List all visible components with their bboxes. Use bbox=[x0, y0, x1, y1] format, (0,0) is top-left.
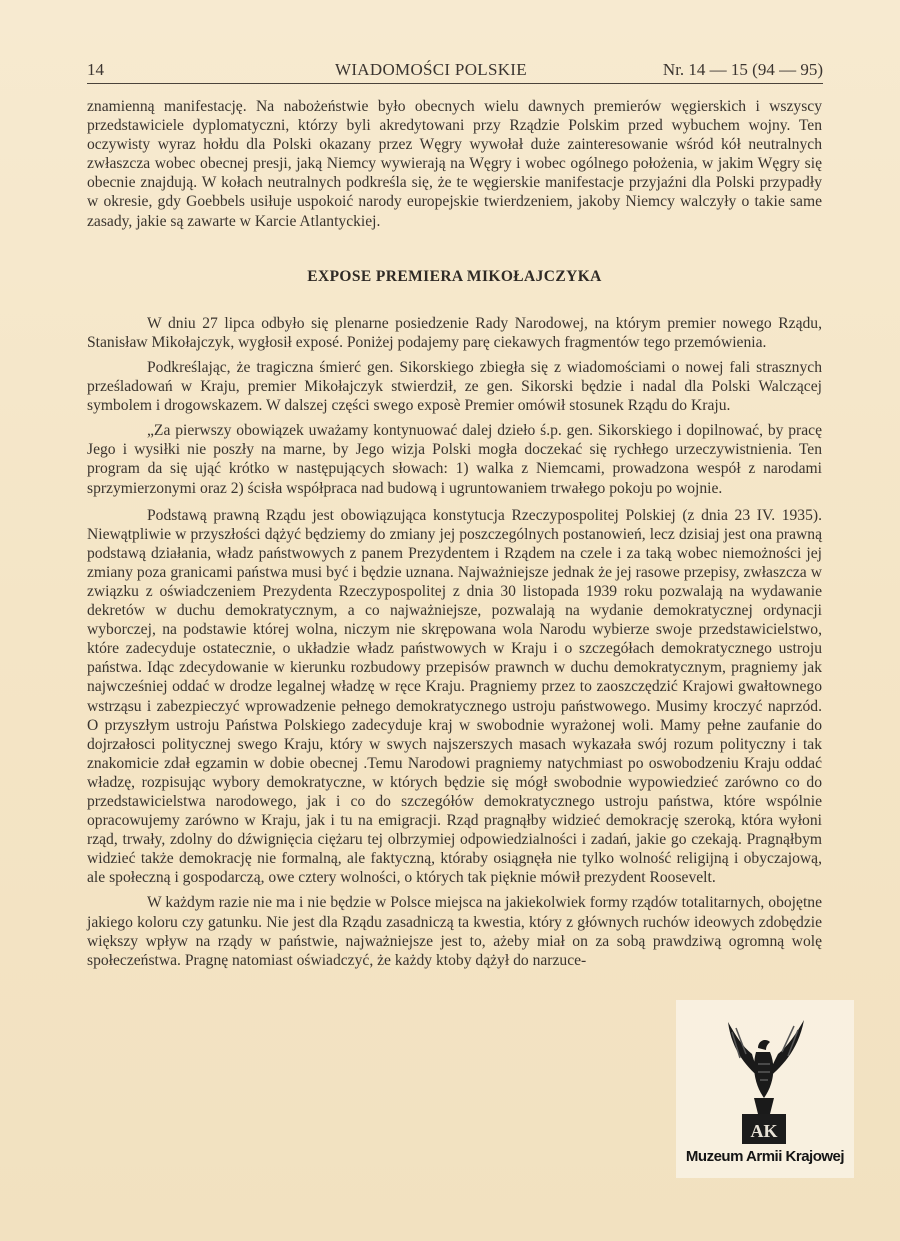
paragraph-5: W każdym razie nie ma i nie będzie w Polsce miejsca na jakiekolwiek formy rządów totalitarnych, obojętne jakiego koloru czy gatunku. Nie jest dla Rządu zasadniczą ta kwestia, który z głównych ruchów ideowych zdobędzie większy wpływ na rządy w państwie, najważniejsze jest to, ażeby miał on za sobą prawdziwą ogromną wolę społeczeństwa. Pragnę natomiast oświadczyć, że każdy ktoby dążył do narzuce- bbox=[87, 894, 822, 969]
paragraph-1: W dniu 27 lipca odbyło się plenarne posiedzenie Rady Narodowej, na którym premier nowego Rządu, Stanisław Mikołajczyk, wygłosił exposé. Poniżej podajemy parę ciekawych fragmentów tego przemówienia. bbox=[87, 314, 822, 351]
page-number: 14 bbox=[87, 60, 104, 79]
intro-paragraph: znamienną manifestację. Na nabożeństwie było obecnych wielu dawnych premierów węgierskich i wszyscy przedstawiciele dyplomatyczni, którzy byli akredytowani przy Rządzie Polskim przed wybuchem wojny. Ten oczywisty wyraz hołdu dla Polski okazany przez Węgry wywołał duże zainteresowanie wśród kół neutralnych zwłaszcza wobec obecnej presji, jaką Niemcy wywierają na Węgry i wobec ogólnego położenia, w jakim Węgry się obecnie znajdują. W kołach neutralnych podkreśla się, że te węgierskie manifestacje przyjaźni dla Polski przypadły w okresie, gdy Goebbels usiłuje uspokoić narody europejskie twierdzeniem, jakoby Niemcy walczyły o takie same zasady, jakie są zawarte w Karcie Atlantyckiej. bbox=[87, 98, 822, 230]
museum-caption: Muzeum Armii Krajowej bbox=[685, 1148, 845, 1165]
eagle-emblem-icon bbox=[718, 1018, 810, 1148]
running-header bbox=[87, 58, 823, 84]
issue-number: Nr. 14 — 15 (94 — 95) bbox=[662, 60, 823, 79]
paragraph-4: Podstawą prawną Rządu jest obowiązująca konstytucja Rzeczypospolitej Polskiej (z dnia 23 IV. 1935). Niewątpliwie w przyszłości dążyć będziemy do zmiany jej poszczególnych postanowień, lecz dzisiaj jest ona prawną podstawą działania, władz państwowych z panem Prezydentem i Rządem na czele i za taką wobec niemożności jej zmiany poza granicami państwa musi być i będzie uznana. Najważniejsze jednak że jej rasowe przepisy, zwłaszcza w związku z oświadczeniem Prezydenta Rzeczypospolitej z dnia 30 listopada 1939 roku pozwalają na wydawanie dekretów w duchu demokratycznym, a co najważniejsze, pozwalają na wydanie demokratycznej ordynacji wyborczej, na podstawie której wolna, niczym nie skrępowana wola Narodu wybierze swoje przedstawicielstwo, które zadecyduje ostatecznie, o układzie władz państwowych w Kraju i o szczegółach demokratycznego ustroju państwa. Idąc zdecydowanie w kierunku rozbudowy przepisów prawnch w duchu demokratycznym, pragniemy jak najwcześniej oddać w drodze legalnej władzę w ręce Kraju. Pragniemy przez to zaoszczędzić Krajowi gwałtownego wstrząsu i zabezpieczyć wprowadzenie pełnego demokratycznego ustroju państwowego. Musimy kroczyć naprzód. O przyszłym ustroju Państwa Polskiego zadecyduje kraj w swobodnie wyrażonej woli. Mamy pełne zaufanie do dojrzałosci politycznej swego Kraju, który w swych najszerszych masach wykazała swój rozum polityczny i tak znakomicie zdał egzamin w dobie obecnej .Temu Narodowi pragniemy natychmiast po oswobodzeniu Kraju oddać władzę, rozpisując wybory demokratyczne, w których będzie się mógł swobodnie wypowiedzieć zarówno co do przedstawicielstwa narodowego, jak i co do szczegółów demokratycznego ustroju państwa, które wspólnie opracowujemy zarówno w Kraju, jak i tu na emigracji. Rząd pragnąłby widzieć demokrację szeroką, która wyłoni rząd, trwały, zdolny do dźwignięcia ciężaru tej olbrzymiej odpowiedzialności i zadań, jakie go czekają. Pragnąłbym widzieć także demokrację nie formalną, ale faktyczną, któraby osiągnęła nie tylko wolność religijną i obyczajową, ale społeczną i gospodarczą, owe cztery wolności, o których tak pięknie mówił prezydent Roosevelt. bbox=[87, 506, 822, 887]
ak-badge-text: AK bbox=[750, 1121, 778, 1141]
publication-title: WIADOMOŚCI POLSKIE bbox=[335, 60, 527, 79]
museum-watermark bbox=[676, 1000, 854, 1178]
section-heading: EXPOSE PREMIERA MIKOŁAJCZYKA bbox=[307, 267, 602, 285]
article-body bbox=[87, 97, 822, 970]
header-rule bbox=[87, 83, 823, 84]
paragraph-3: „Za pierwszy obowiązek uważamy kontynuować dalej dzieło ś.p. gen. Sikorskiego i dopilnować, by pracę Jego i wysiłki nie poszły na marne, by Jego wizja Polski mogła doczekać się rychłego urzeczywistnienia. Ten program da się ująć krótko w następujących słowach: 1) walka z Niemcami, prowadzona wespół z narodami sprzymierzonymi oraz 2) ścisła współpraca nad budową i ugruntowaniem trwałego pokoju po wojnie. bbox=[87, 422, 822, 497]
paragraph-2: Podkreślając, że tragiczna śmierć gen. Sikorskiego zbiegła się z wiadomościami o nowej fali strasznych prześladowań w Kraju, premier Mikołajczyk stwierdził, ze gen. Sikorski będzie i nadal dla Polski Walczącej symbolem i drogowskazem. W dalszej części swego exposè Premier omówił stosunek Rządu do Kraju. bbox=[87, 358, 822, 415]
